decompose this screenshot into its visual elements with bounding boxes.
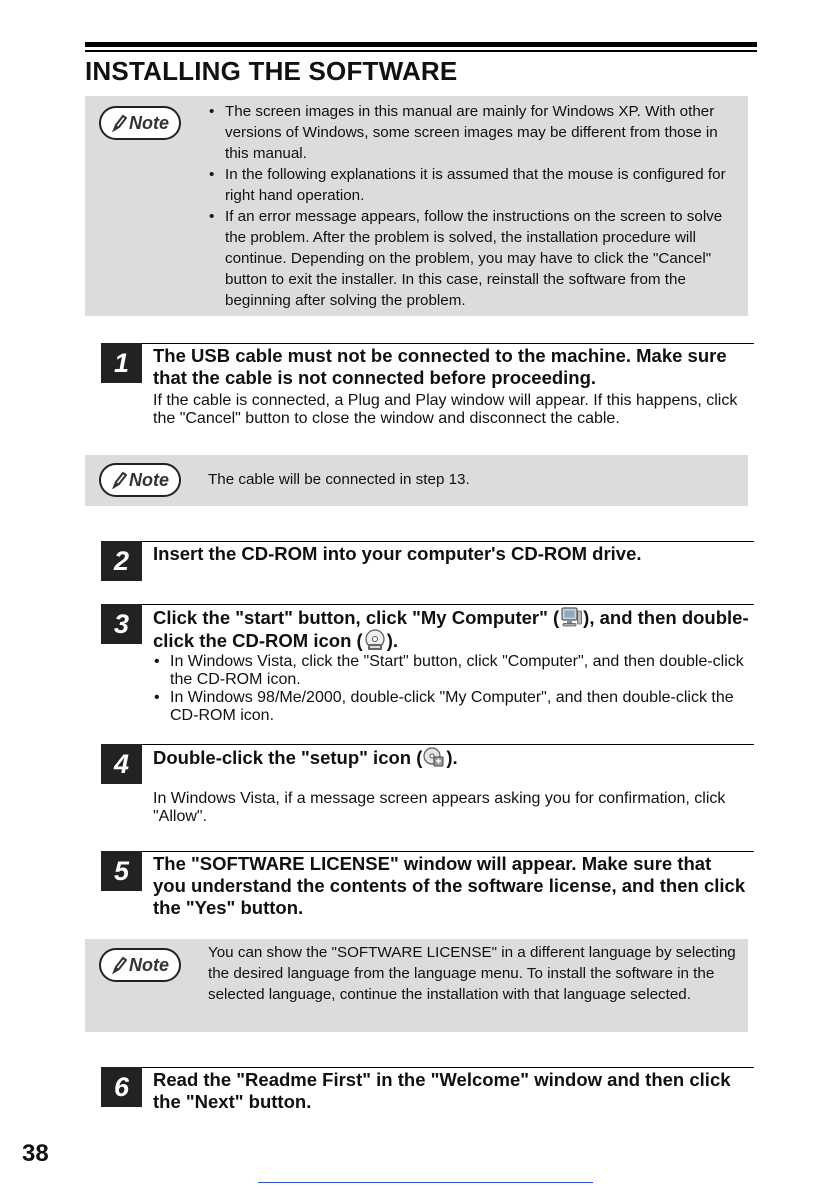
step-3-list [153, 653, 753, 725]
step-2-title: Insert the CD-ROM into your computer's CD-ROM drive. [153, 543, 642, 564]
step-3-item: • In Windows Vista, click the "Start" button, click "Computer", and then double-click the CD-ROM icon. [153, 653, 753, 689]
header-rule-thick [85, 42, 757, 47]
footer-link-underline[interactable] [258, 1182, 593, 1183]
step-1-number: 1 [101, 343, 142, 383]
note-box-step-1 [85, 455, 748, 506]
step-3-title [153, 606, 749, 652]
note-text: The cable will be connected in step 13. [208, 471, 470, 488]
my-computer-icon [559, 606, 583, 628]
step-5-title: The "SOFTWARE LICENSE" window will appear. Make sure that you understand the contents of the software license, and then click the "Yes" button. [153, 853, 746, 918]
pencil-icon [111, 956, 127, 974]
note-badge [99, 463, 181, 497]
note-box-step-5 [85, 939, 748, 1032]
step-3-item: • In Windows 98/Me/2000, double-click "My Computer", and then double-click the CD-ROM icon. [153, 689, 753, 725]
header-rule-thin [85, 50, 757, 52]
note-badge [99, 948, 181, 982]
step-2-number: 2 [101, 541, 142, 581]
step-5-number: 5 [101, 851, 142, 891]
note-item: • The screen images in this manual are mainly for Windows XP. With other versions of Windows, some screen images may be different from those in this manual. [207, 101, 740, 164]
step-2-rule [142, 541, 754, 542]
step-5-rule [142, 851, 754, 852]
pencil-icon [111, 114, 127, 132]
step-4-number: 4 [101, 744, 142, 784]
note-badge [99, 106, 181, 140]
step-4-body: In Windows Vista, if a message screen appears asking you for confirmation, click "Allow". [153, 790, 726, 825]
note-box-top [85, 96, 748, 316]
setup-icon [422, 746, 446, 768]
step-6-title: Read the "Readme First" in the "Welcome" window and then click the "Next" button. [153, 1069, 731, 1112]
note-label: Note [129, 954, 169, 975]
note-item: • If an error message appears, follow the instructions on the screen to solve the problem. After the problem is solved, the installation procedure will continue. Depending on the problem, you may have to click the "Cancel" button to exit the installer. In this case, reinstall the software from the beginning after solving the problem. [207, 206, 740, 311]
note-list [207, 101, 740, 311]
note-item: • In the following explanations it is assumed that the mouse is configured for right hand operation. [207, 164, 740, 206]
step-3-rule [142, 604, 754, 605]
step-3-title-part1: Click the "start" button, click "My Computer" ( [153, 607, 560, 628]
step-3-title-part3: ). [386, 630, 399, 651]
page-number: 38 [22, 1140, 49, 1167]
step-6-rule [142, 1067, 754, 1068]
cd-rom-icon [363, 629, 387, 651]
pencil-icon [111, 471, 127, 489]
step-4-title-part2: ). [446, 747, 458, 768]
step-4-title-part1: Double-click the "setup" icon ( [153, 747, 423, 768]
step-6-number: 6 [101, 1067, 142, 1107]
note-label: Note [129, 469, 169, 490]
note-label: Note [129, 112, 169, 133]
step-1-title: The USB cable must not be connected to the machine. Make sure that the cable is not connected before proceeding. [153, 345, 727, 388]
step-3-title-part2: ), and then double-click the CD-ROM icon ( [153, 607, 749, 651]
step-1-rule [142, 343, 754, 344]
step-3-number: 3 [101, 604, 142, 644]
step-1-body: If the cable is connected, a Plug and Play window will appear. If this happens, click the "Cancel" button to close the window and disconnect the cable. [153, 392, 738, 427]
step-4-rule [142, 744, 754, 745]
page-title: INSTALLING THE SOFTWARE [85, 56, 458, 86]
step-4-title [153, 746, 749, 769]
note-text: You can show the "SOFTWARE LICENSE" in a different language by selecting the desired language from the language menu. To install the software in the selected language, continue the installation with that language selected. [208, 944, 736, 1003]
